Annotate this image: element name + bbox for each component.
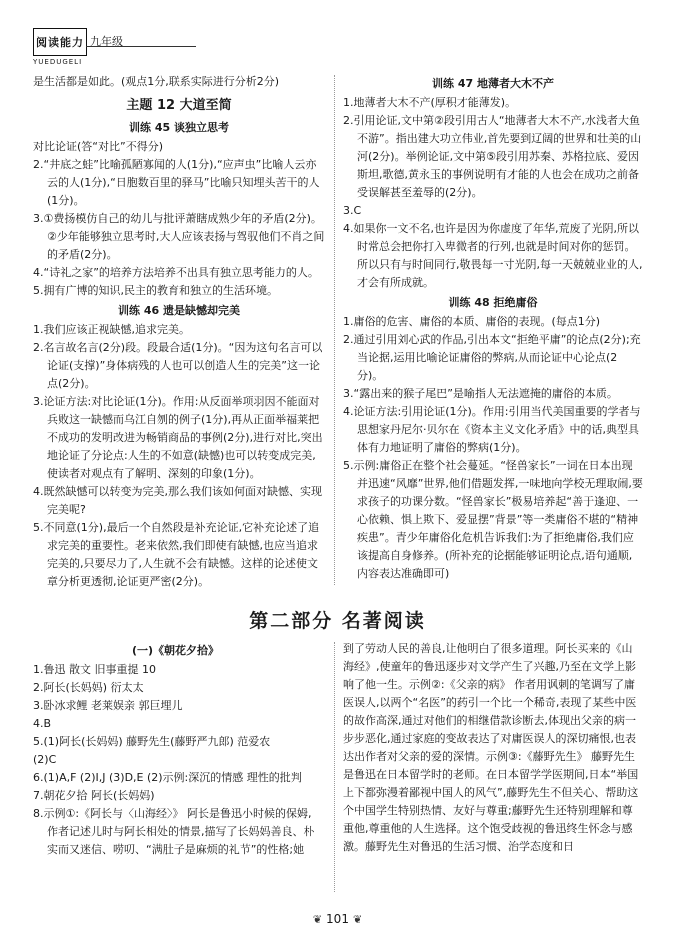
answer-item: 2.“井底之蛙”比喻孤陋寡闻的人(1分),“应声虫”比喻人云亦云的人(1分),“日胞数百里的驿马”比喻只知埋头苦干的人(1分)。 [33,158,320,207]
answer-line: 5.(1)阿长(长妈妈) 藤野先生(藤野严九郎) 范爱农 [33,735,271,748]
right-column [343,73,643,583]
answer-item: 2.引用论证,文中第②段引用古人“地薄者大木不产,水浅者大鱼不游”。指出建大功立伟业,首先要到辽阔的世界和壮美的山河(2分)。举例论证,文中第⑤段引用苏秦、苏格拉底、爱因斯坦,歌德,黄永玉的事例说明有才能的人也会在成功之前备受误解甚至羞辱的(2分)。 [343,114,642,199]
exercise-heading: 训练 45 谈独立思考 [129,121,229,134]
bottom-right-column [343,640,643,856]
column-divider [334,75,335,585]
answer-item: 3.①费扬模仿自己的幼儿与批评萧瞎成熟少年的矛盾(2分)。②少年能够独立思考时,大人应该表扬与驾驭他们不肖之间的矛盾(2分)。 [33,212,325,261]
answer-line: 2.阿长(长妈妈) 衍太太 [33,681,144,694]
answer-line: (2)C [33,753,57,766]
exercise-heading: 训练 46 遗是缺憾却完美 [118,304,240,317]
grade-label: 九年级 [90,35,123,48]
page-number: 101 [326,912,349,926]
answer-item: 6.(1)A,F (2)I,J (3)D,E (2)示例:深沉的情感 理性的批判 [33,771,302,784]
answer-item: 4.既然缺憾可以转变为完美,那么我们该如何面对缺憾、实现完美呢? [33,485,322,516]
page-footer [0,912,675,926]
answer-item: 1.地薄者大木不产(厚积才能薄发)。 [343,96,517,109]
answer-item: 4.论证方法:引用论证(1分)。作用:引用当代美国重要的学者与思想家丹尼尔·贝尔在《资本主义文化矛盾》中的话,典型具体有力地证明了庸俗的弊病(1分)。 [343,405,641,454]
answer-item: 3.C [343,204,362,217]
bottom-left-column [33,640,318,859]
answer-item: 1.庸俗的危害、庸俗的本质、庸俗的表现。(每点1分) [343,315,601,328]
answer-line: 4.B [33,717,52,730]
answer-item: 4.“诗礼之家”的培养方法培养不出具有独立思考能力的人。 [33,266,319,279]
header-divider [86,46,196,47]
answer-line: 3.卧冰求鲤 老莱娱亲 郭巨埋儿 [33,699,183,712]
left-column [33,73,325,591]
column-divider-bottom [334,642,335,892]
ornament-icon: ❦ [312,913,323,926]
exercise-heading: 训练 48 拒绝庸俗 [448,296,538,309]
answer-line: 1.鲁迅 散文 旧事重提 10 [33,663,156,676]
section-heading: (一)《朝花夕拾》 [131,644,220,657]
answer-item: 1.我们应该正视缺憾,追求完美。 [33,323,190,336]
answer-line: 是生活都是如此。(观点1分,联系实际进行分析2分) [33,75,280,88]
answer-item: 5.示例:庸俗正在整个社会蔓延。“怪兽家长”一词在日本出现并迅速“风靡”世界,他们借题发挥,一味地向学校无理取闹,要求孩子的功课分数。“怪兽家长”极易培养起“善于逢迎、一心依赖、惧上欺下、爱显摆”背景”等一类庸俗不堪的“精神疾患”。青少年庸俗化危机告诉我们:为了拒绝庸俗,我们应该提高自身修养。(所补充的论据能够证明论点,语句通顺,内容表达准确即可) [343,459,643,580]
answer-item: 2.名言故名言(2分)段。段最合适(1分)。“因为这句名言可以论证(支撑)”身体病残的人也可以创造人生的完美”这一论点(2分)。 [33,341,323,390]
answer-item: 5.不同意(1分),最后一个自然段是补充论证,它补充论述了追求完美的重要性。老来依然,我们即使有缺憾,也应当追求完美的,只要尽力了,人生就不会有缺憾。这样的论述使文章分析更透彻,论证更严密(2分)。 [33,521,320,588]
topic-heading: 主题 12 大道至简 [126,98,232,113]
part-title: 第二部分 名著阅读 [249,610,426,632]
answer-item: 4.如果你一文不名,也许是因为你虚度了年华,荒废了光阴,所以时常总会把你打入卑微者的行列,也就是时间对你的惩罚。所以只有与时间同行,敬畏每一寸光阴,每一天兢兢业业的人,才会有所成就。 [343,222,643,289]
answer-line: 到了劳动人民的善良,让他明白了很多道理。阿长买来的《山海经》,使童年的鲁迅逐步对文学产生了兴趣,乃至在文学上影响了他一生。示例②:《父亲的病》 作者用讽刺的笔调写了庸医误人,以两个“名医”的药引一个比一个稀奇,表现了某些中医的故作高深,通过对他们的相继借款诊断去,体现出父亲的病一步步恶化,通过家庭的变故表达了对庸医误人的深切痛恨,也表达出作者对父亲的爱的深情。示例③:《藤野先生》 藤野先生是鲁迅在日本留学时的老师。在日本留学学医期间,日本“举国上下都弥漫着鄙视中国人的风气”,藤野先生不但关心、帮助这个中国学生特别热情、友好与尊重;藤野先生还特别理解和尊重他,尊重他的人生选择。这个饱受歧视的鲁迅终生怀念与感激。藤野先生对鲁迅的生活习惯、治学态度和日 [343,642,639,853]
answer-item: 5.拥有广博的知识,民主的教育和独立的生活环境。 [33,284,278,297]
answer-item: 3.“露出来的猴子尾巴”是喻指人无法遮掩的庸俗的本质。 [343,387,618,400]
answer-item: 8.示例①:《阿长与〈山海经〉》 阿长是鲁迅小时候的保姆,作者记述儿时与阿长相处的情景,描写了长妈妈善良、朴实而又迷信、唠叨、“满肚子是麻烦的礼节”的性格;她 [33,807,315,856]
answer-line: 7.朝花夕拾 阿长(长妈妈) [33,789,155,802]
answer-line: 对比论证(答“对比”不得分) [33,140,163,153]
brand-logo-text: 阅读能力 [36,35,84,49]
brand-logo [33,28,87,56]
answer-item: 2.通过引用刘心武的作品,引出本文“拒绝平庸”的论点(2分);充当论据,运用比喻论证庸俗的弊病,从而论证中心论点(2分)。 [343,333,641,382]
brand-subtitle: YUEDUGELI [33,58,83,66]
answer-item: 3.论证方法:对比论证(1分)。作用:从反面举项羽因不能面对兵败这一缺憾而乌江自刎的例子(1分),再从正面举福莱把不成功的发明改进为畅销商品的事例(2分),进行对比,突出地论证了分论点:人生的不如意(缺憾)也可以转变成完美,使读者对观点有了解明、深刻的印象(1分)。 [33,395,323,480]
exercise-heading: 训练 47 地薄者大木不产 [432,77,554,90]
ornament-icon: ❦ [352,913,363,926]
